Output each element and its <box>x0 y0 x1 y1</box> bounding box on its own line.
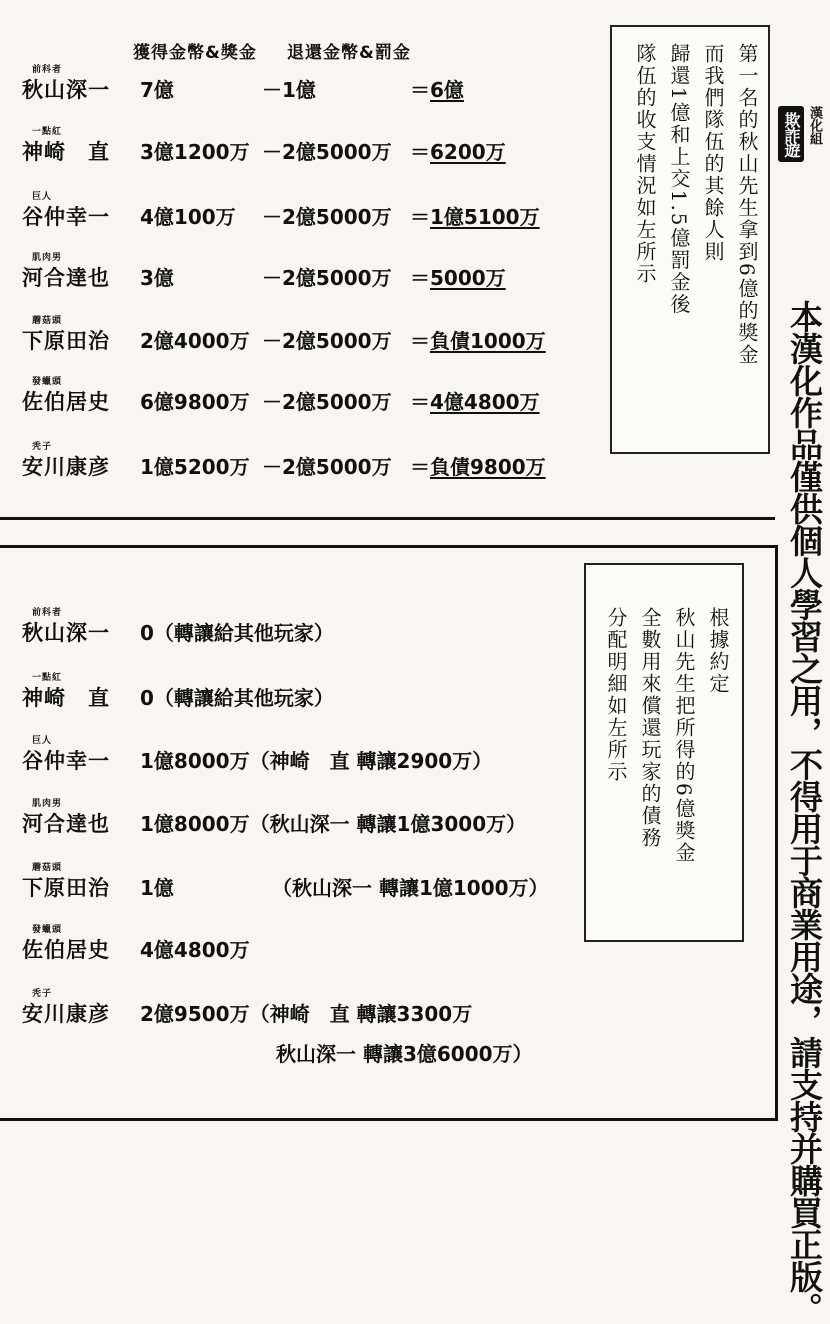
returned-value: －2億5000万 <box>262 390 392 414</box>
earned-value: 1億5200万 <box>140 455 250 479</box>
equals-sign: ＝ <box>410 140 430 164</box>
earned-value: 4億100万 <box>140 205 236 229</box>
result-cell <box>410 325 546 354</box>
equals-sign: ＝ <box>410 205 430 229</box>
returned-value: －2億5000万 <box>262 266 392 290</box>
result-value: 負債1000万 <box>430 329 546 353</box>
player-name: 谷仲幸一 <box>22 205 110 229</box>
equals-sign: ＝ <box>410 266 430 290</box>
player-name: 神崎 直 <box>22 686 110 710</box>
nickname: 肌肉男 <box>32 253 63 263</box>
nickname: 發蠟頭 <box>32 377 63 387</box>
header-returned: 退還金幣&罰金 <box>287 43 411 63</box>
earned-value: 2億4000万 <box>140 329 250 353</box>
player-name: 下原田治 <box>22 329 110 353</box>
player-name: 秋山深一 <box>22 78 110 102</box>
result-value: 6億 <box>430 78 464 102</box>
equals-sign: ＝ <box>410 455 430 479</box>
player-name: 佐伯居史 <box>22 390 110 414</box>
distribution-detail: 4億4800万 <box>140 938 250 962</box>
result-cell <box>410 74 464 103</box>
distribution-detail: 0（轉讓給其他玩家） <box>140 686 334 710</box>
player-name: 佐伯居史 <box>22 938 110 962</box>
returned-value: －2億5000万 <box>262 205 392 229</box>
player-name: 下原田治 <box>22 876 110 900</box>
nickname: 前科者 <box>32 608 63 618</box>
player-name: 秋山深一 <box>22 621 110 645</box>
logo-text: 漢化組 <box>807 106 822 145</box>
result-value: 1億5100万 <box>430 205 540 229</box>
result-value: 負債9800万 <box>430 455 546 479</box>
distribution-detail-continued: 秋山深一 轉讓3億6000万） <box>276 1042 533 1066</box>
narration-box-bottom <box>584 563 744 942</box>
nickname: 一點紅 <box>32 673 63 683</box>
earned-value: 7億 <box>140 78 174 102</box>
earned-value: 3億1200万 <box>140 140 250 164</box>
nickname: 一點紅 <box>32 127 63 137</box>
narration-line: 第一名的秋山先生拿到6億的獎金 <box>735 43 759 366</box>
player-name: 河合達也 <box>22 812 110 836</box>
result-cell <box>410 262 506 291</box>
nickname: 巨人 <box>32 736 53 746</box>
result-cell <box>410 386 540 415</box>
result-value: 4億4800万 <box>430 390 540 414</box>
result-cell <box>410 201 540 230</box>
narration-line: 歸還1億和上交1.5億罰金後 <box>667 43 691 316</box>
distribution-detail: 1億8000万（秋山深一 轉讓1億3000万） <box>140 812 527 836</box>
nickname: 蘑菇頭 <box>32 316 63 326</box>
distribution-detail: 0（轉讓給其他玩家） <box>140 621 334 645</box>
distribution-detail: 2億9500万（神崎 直 轉讓3300万 <box>140 1002 473 1026</box>
distribution-detail: 1億8000万（神崎 直 轉讓2900万） <box>140 749 493 773</box>
returned-value: －2億5000万 <box>262 140 392 164</box>
equals-sign: ＝ <box>410 329 430 353</box>
earned-value: 6億9800万 <box>140 390 250 414</box>
narration-line: 隊伍的收支情況如左所示 <box>633 43 657 285</box>
equals-sign: ＝ <box>410 78 430 102</box>
panel-top-income-table <box>0 0 775 520</box>
distribution-detail: 1億 <box>140 876 174 900</box>
returned-value: －1億 <box>262 78 316 102</box>
header-earned: 獲得金幣&獎金 <box>133 43 257 63</box>
result-cell <box>410 451 546 480</box>
narration-line: 全數用來償還玩家的債務 <box>638 607 662 849</box>
narration-line: 根據約定 <box>706 607 730 695</box>
nickname: 前科者 <box>32 65 63 75</box>
disclaimer-vertical-text: 本漢化作品僅供個人學習之用，不得用于商業用途，請支持并購買正版。 <box>785 300 824 1324</box>
returned-value: －2億5000万 <box>262 329 392 353</box>
narration-line: 秋山先生把所得的6億獎金 <box>672 607 696 864</box>
nickname: 肌肉男 <box>32 799 63 809</box>
player-name: 河合達也 <box>22 266 110 290</box>
nickname: 秃子 <box>32 442 53 452</box>
nickname: 秃子 <box>32 989 53 999</box>
player-name: 安川康彦 <box>22 1002 110 1026</box>
nickname: 發蠟頭 <box>32 925 63 935</box>
narration-line: 而我們隊伍的其餘人則 <box>701 43 725 263</box>
result-cell <box>410 136 506 165</box>
narration-box-top <box>610 25 770 454</box>
player-name: 谷仲幸一 <box>22 749 110 773</box>
result-value: 5000万 <box>430 266 506 290</box>
nickname: 巨人 <box>32 192 53 202</box>
panel-bottom-distribution-table <box>0 545 778 1121</box>
player-name: 神崎 直 <box>22 140 110 164</box>
player-name: 安川康彦 <box>22 455 110 479</box>
result-value: 6200万 <box>430 140 506 164</box>
logo-mark: 欺詐遊 <box>778 106 804 162</box>
scanlator-logo <box>778 106 824 162</box>
narration-line: 分配明細如左所示 <box>604 607 628 783</box>
nickname: 蘑菇頭 <box>32 863 63 873</box>
equals-sign: ＝ <box>410 390 430 414</box>
returned-value: －2億5000万 <box>262 455 392 479</box>
earned-value: 3億 <box>140 266 174 290</box>
distribution-detail-transfer: （秋山深一 轉讓1億1000万） <box>272 876 549 900</box>
